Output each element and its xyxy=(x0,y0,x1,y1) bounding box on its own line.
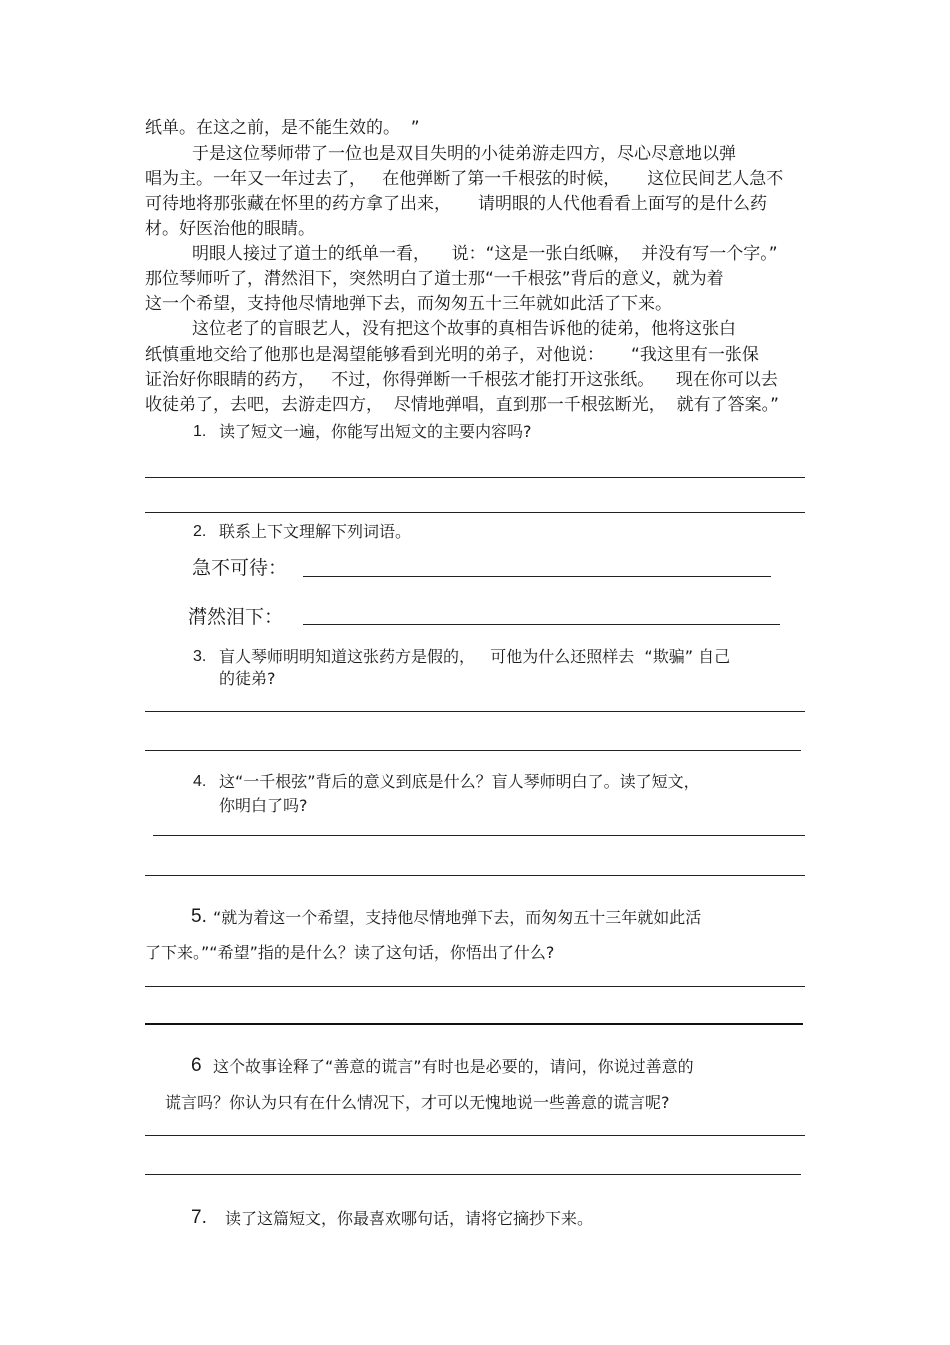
answer-line[interactable] xyxy=(145,1135,805,1136)
question-number: 2. xyxy=(193,523,207,540)
question-number: 7. xyxy=(191,1207,207,1228)
answer-line[interactable] xyxy=(145,1174,801,1175)
passage-line: 纸慎重地交给了他那也是渴望能够看到光明的弟子，对他说： “我这里有一张保 xyxy=(145,345,759,365)
passage-line: 明眼人接过了道士的纸单一看， 说：“这是一张白纸嘛， 并没有写一个字。” xyxy=(192,244,778,264)
passage-line: 那位琴师听了，潸然泪下，突然明白了道士那“一千根弦”背后的意义，就为着 xyxy=(145,269,724,289)
passage-line: 这一个希望，支持他尽情地弹下去，而匆匆五十三年就如此活了下来。 xyxy=(145,294,672,314)
answer-line[interactable] xyxy=(145,875,805,876)
question-text: 读了这篇短文，你最喜欢哪句话，请将它摘抄下来。 xyxy=(225,1209,594,1228)
passage-line: 唱为主。一年又一年过去了， 在他弹断了第一千根弦的时候， 这位民间艺人急不 xyxy=(145,169,784,189)
question-text: “就为着这一个希望，支持他尽情地弹下去，而匆匆五十三年就如此活 xyxy=(213,908,702,927)
answer-line[interactable] xyxy=(153,835,805,836)
answer-line[interactable] xyxy=(145,512,805,513)
passage-line: 证治好你眼睛的药方， 不过，你得弹断一千根弦才能打开这张纸。 现在你可以去 xyxy=(145,370,778,390)
answer-line[interactable] xyxy=(145,1023,803,1025)
question-number: 3. xyxy=(193,648,207,665)
answer-line[interactable] xyxy=(145,477,805,478)
answer-line[interactable] xyxy=(145,986,805,987)
answer-line[interactable] xyxy=(303,624,780,625)
question-text: 盲人琴师明明知道这张药方是假的， 可他为什么还照样去 “欺骗” 自己 xyxy=(219,647,731,666)
vocab-word: 潸然泪下： xyxy=(188,606,284,628)
question-number: 1. xyxy=(193,423,207,440)
question-text: 谎言吗？你认为只有在什么情况下，才可以无愧地说一些善意的谎言呢? xyxy=(165,1093,670,1112)
passage-line: 纸单。在这之前，是不能生效的。 ” xyxy=(145,118,420,138)
question-text: 了下来。”“希望”指的是什么？读了这句话，你悟出了什么? xyxy=(145,943,555,962)
question-text: 的徒弟? xyxy=(219,669,276,688)
answer-line[interactable] xyxy=(145,750,801,751)
passage-line: 可待地将那张藏在怀里的药方拿了出来， 请明眼的人代他看看上面写的是什么药 xyxy=(145,194,768,214)
question-text: 这“一千根弦”背后的意义到底是什么？盲人琴师明白了。读了短文， xyxy=(219,772,700,791)
passage-line: 于是这位琴师带了一位也是双目失明的小徒弟游走四方，尽心尽意地以弹 xyxy=(192,144,736,164)
passage-line: 这位老了的盲眼艺人，没有把这个故事的真相告诉他的徒弟，他将这张白 xyxy=(192,319,736,339)
question-text: 你明白了吗? xyxy=(219,796,308,815)
question-number: 6 xyxy=(191,1055,202,1076)
passage-line: 收徒弟了，去吧，去游走四方， 尽情地弹唱，直到那一千根弦断光， 就有了答案。” xyxy=(145,395,779,415)
question-text: 读了短文一遍，你能写出短文的主要内容吗? xyxy=(219,422,532,441)
vocab-word: 急不可待： xyxy=(192,557,288,579)
question-text: 这个故事诠释了“善意的谎言”有时也是必要的，请问，你说过善意的 xyxy=(213,1057,694,1076)
question-number: 5. xyxy=(191,906,207,927)
question-text: 联系上下文理解下列词语。 xyxy=(219,522,412,541)
passage-line: 材。好医治他的眼睛。 xyxy=(145,219,315,239)
answer-line[interactable] xyxy=(145,711,805,712)
answer-line[interactable] xyxy=(303,576,771,577)
question-number: 4. xyxy=(193,773,207,790)
